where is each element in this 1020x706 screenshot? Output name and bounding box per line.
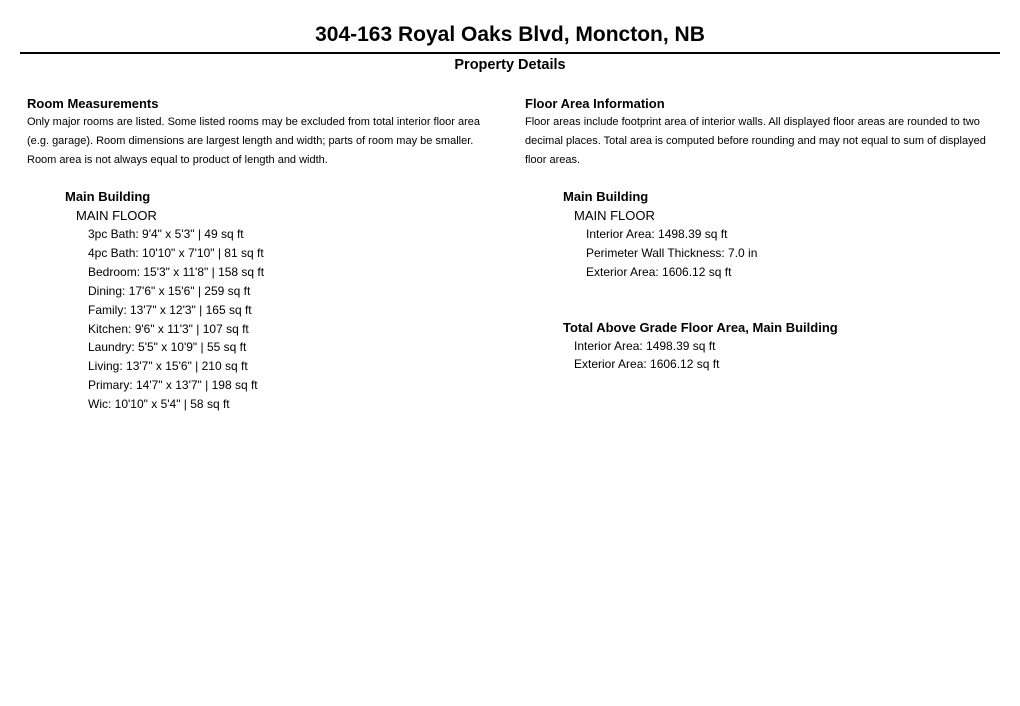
note-line: Floor areas include footprint area of interior walls. All displayed floor areas are rounded to two: [525, 116, 980, 128]
total-area-heading: Total Above Grade Floor Area, Main Building: [563, 319, 838, 335]
room-item: 4pc Bath: 10'10" x 7'10" | 81 sq ft: [88, 245, 264, 260]
floor-name: MAIN FLOOR: [574, 208, 655, 223]
area-detail: Interior Area: 1498.39 sq ft: [586, 227, 728, 241]
note-line: decimal places. Total area is computed before rounding and may not equal to sum of displayed: [525, 135, 986, 147]
floor-name: MAIN FLOOR: [76, 208, 157, 223]
title-divider: [20, 52, 1000, 54]
room-measurements-heading: Room Measurements: [27, 96, 159, 111]
room-item: Kitchen: 9'6" x 11'3" | 107 sq ft: [88, 321, 249, 336]
area-detail: Perimeter Wall Thickness: 7.0 in: [586, 245, 758, 260]
room-item: Bedroom: 15'3" x 11'8" | 158 sq ft: [88, 264, 265, 279]
room-item: Family: 13'7" x 12'3" | 165 sq ft: [88, 302, 252, 317]
property-address-title: 304-163 Royal Oaks Blvd, Moncton, NB: [315, 23, 705, 46]
note-line: Only major rooms are listed. Some listed rooms may be excluded from total interior floor area: [27, 116, 481, 128]
area-detail: Exterior Area: 1606.12 sq ft: [586, 264, 732, 279]
room-item: 3pc Bath: 9'4" x 5'3" | 49 sq ft: [88, 227, 244, 241]
total-area-item: Interior Area: 1498.39 sq ft: [574, 338, 716, 353]
room-item: Dining: 17'6" x 15'6" | 259 sq ft: [88, 283, 251, 298]
floor-area-section: [525, 95, 1007, 374]
room-item: Laundry: 5'5" x 10'9" | 55 sq ft: [88, 340, 247, 355]
page-subtitle: Property Details: [454, 57, 566, 73]
room-item: Living: 13'7" x 15'6" | 210 sq ft: [88, 359, 248, 374]
room-measurements-note: [27, 113, 502, 170]
room-item: Primary: 14'7" x 13'7" | 198 sq ft: [88, 378, 258, 393]
floor-area-note: [525, 113, 1007, 170]
room-item: Wic: 10'10" x 5'4" | 58 sq ft: [88, 397, 230, 412]
note-line: Room area is not always equal to product of length and width.: [27, 154, 328, 166]
note-line: (e.g. garage). Room dimensions are largest length and width; parts of room may be smaller.: [27, 135, 474, 147]
floor-area-building-block: [563, 187, 1007, 282]
note-line: floor areas.: [525, 154, 581, 166]
total-area-item: Exterior Area: 1606.12 sq ft: [574, 357, 720, 372]
building-heading: Main Building: [563, 189, 649, 204]
floor-area-heading: Floor Area Information: [525, 96, 665, 111]
room-measurements-section: [27, 95, 502, 414]
total-area-block: [563, 318, 1007, 374]
room-building-block: [65, 187, 502, 414]
building-heading: Main Building: [65, 189, 151, 204]
